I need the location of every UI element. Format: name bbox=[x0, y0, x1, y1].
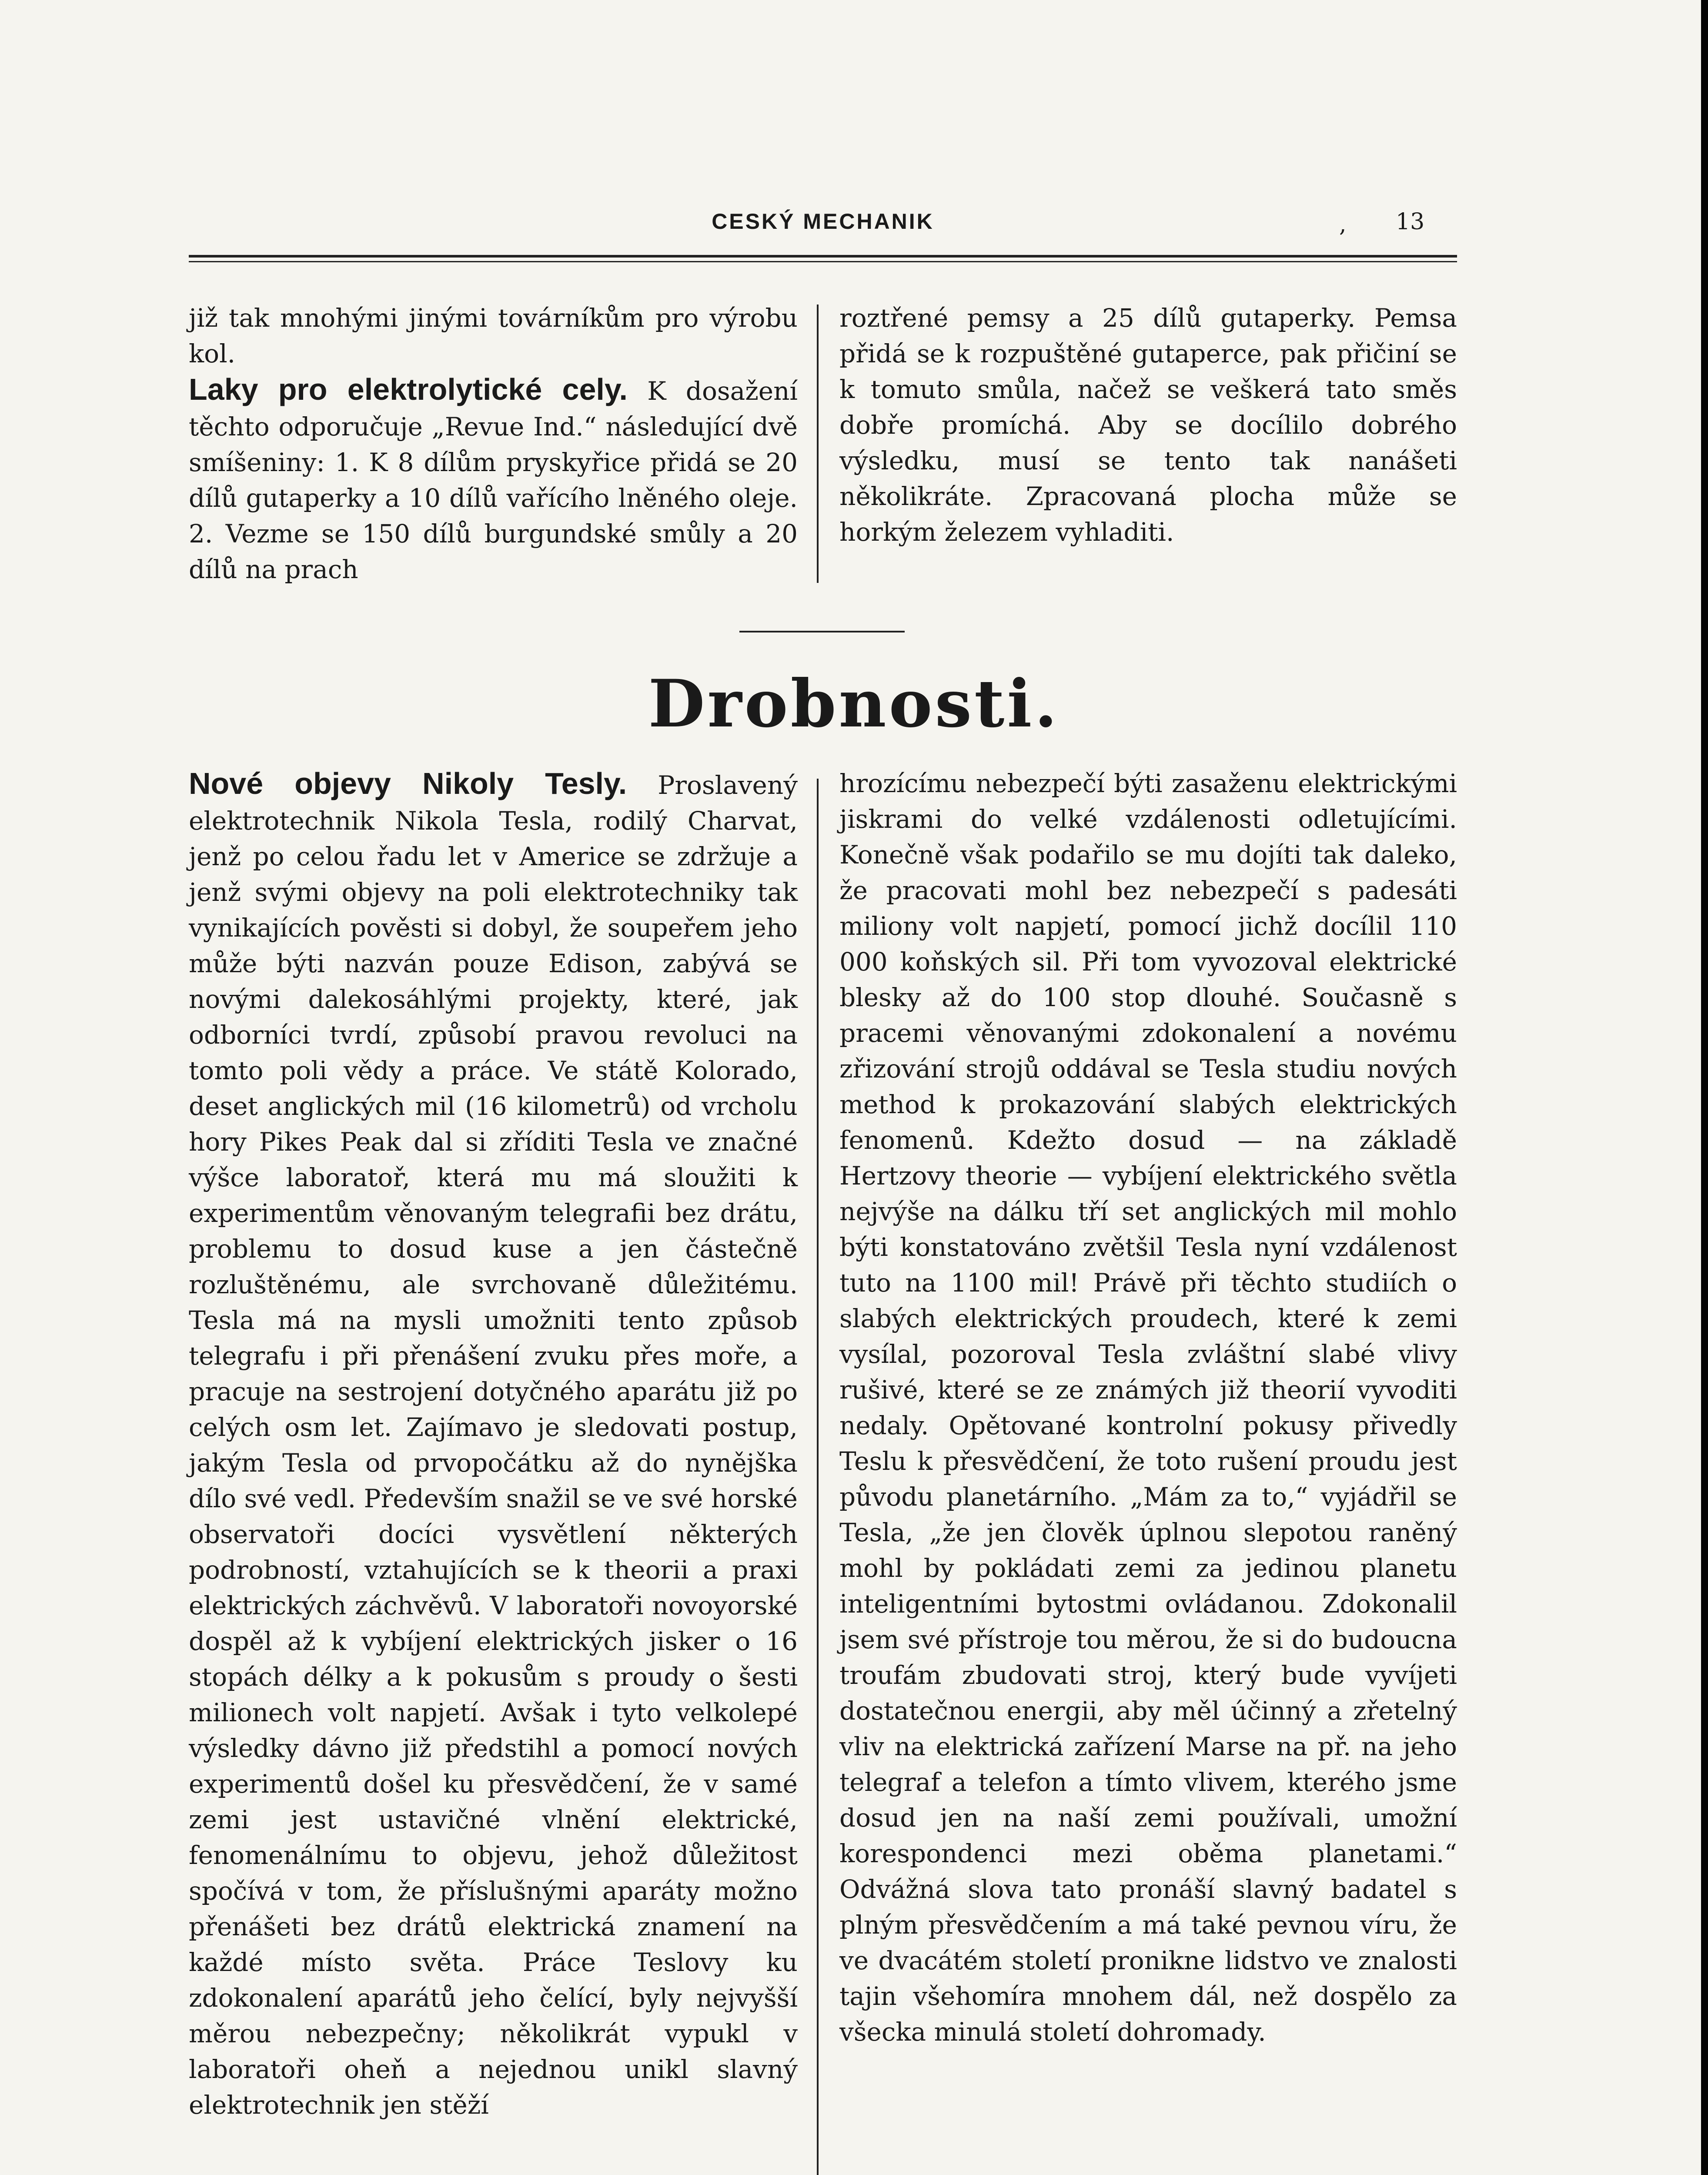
top-column-divider bbox=[817, 304, 819, 583]
tesla-text-left: Proslavený elektrotechnik Nikola Tesla, rodilý Charvat, jenž po celou řadu let v Americe se zdržuje a jenž svými objevy na poli elektrotechniky tak vynikajících pověsti si dobyl, že soupeřem jeho může býti nazván pouze Edison, zabývá se novými dalekosáhlými projekty, které, jak odborníci tvrdí, způsobí pravou revoluci na tomto poli vědy a práce. Ve státě Kolorado, deset anglických mil (16 kilometrů) od vrcholu hory Pikes Peak dal si zříditi Tesla ve značné výšce laboratoř, která mu má sloužiti k experimentům věnovaným telegrafii bez drátu, problemu to dosud kuse a jen částečně rozluštěnému, ale svrchovaně důležitému. Tesla má na mysli umožniti tento způsob telegrafu i při přenášení zvuku přes moře, a pracuje na sestrojení dotyčného aparátu již po celých osm let. Zajímavo je sledovati postup, jakým Tesla od prvopočátku až do nynějška dílo své vedl. Především snažil se ve své horské observatoři docíci vysvětlení některých podrobností, vztahujících se k theorii a praxi elektrických záchvěvů. V laboratoři novoyorské dospěl až k vybíjení elektrických jisker o 16 stopách délky a k pokusům s proudy o šesti milionech volt napjetí. Avšak i tyto velkolepé výsledky dávno již předstihl a pomocí nových experimentů došel ku přesvědčení, že v samé zemi jest ustavičné vlnění elektrické, fenomenálnímu to objevu, jehož důležitost spočívá v tom, že příslušnými aparáty možno přenášeti bez drátů elektrická znamení na každé místo světa. Práce Teslovy ku zdokonalení aparátů jeho čelící, byly nejvyšší měrou nebezpečny; několikrát vypukl v laboratoři oheň a nejednou unikl slavný elektrotechnik jen stěží bbox=[189, 770, 798, 2120]
top-article-left-column bbox=[189, 300, 798, 587]
lacquer-paragraph bbox=[189, 371, 798, 587]
header-rule-thin bbox=[189, 261, 1457, 262]
page-number: 13 bbox=[1396, 209, 1425, 235]
page-edge-shadow bbox=[1701, 0, 1708, 2175]
header-rule-thick bbox=[189, 255, 1457, 258]
tesla-column-divider bbox=[817, 779, 819, 2175]
journal-title: CESKÝ MECHANIK bbox=[712, 209, 934, 234]
section-title: Drobnosti. bbox=[648, 666, 1060, 742]
section-rule-top bbox=[739, 631, 905, 632]
tesla-text-right: hrozícímu nebezpečí býti zasaženu elektrickými jiskrami do velké vzdálenosti odletujícími. Konečně však podařilo se mu dojíti tak daleko, že pracovati mohl bez nebezpečí s padesáti miliony volt napjetí, pomocí jichž docílil 110 000 koňských sil. Při tom vyvozoval elektrické blesky až do 100 stop dlouhé. Současně s pracemi věnovanými zdokonalení a novému zřizování strojů oddával se Tesla studiu nových method k prokazování slabých elektrických fenomenů. Kdežto dosud — na základě Hertzovy theorie — vybíjení elektrického světla nejvýše na dálku tří set anglických mil mohlo býti konstatováno zvětšil Tesla nyní vzdálenost tuto na 1100 mil! Právě při těchto studiích o slabých elektrických proudech, které k zemi vysílal, pozoroval Tesla zvláštní slabé vlivy rušivé, které se ze známých již theorií vyvoditi nedaly. Opětované kontrolní pokusy přivedly Teslu k přesvědčení, že toto rušení proudu jest původu planetárního. „Mám za to,“ vyjádřil se Tesla, „že jen člověk úplnou slepotou raněný mohl by pokládati zemi za jedinou planetu inteligentními bytostmi ovládanou. Zdokonalil jsem své přístroje tou měrou, že si do budoucna troufám zbudovati stroj, který bude vyvíjeti dostatečnou energii, aby měl účinný a zřetelný vliv na elektrická zařízení Marse na př. na jeho telegraf a telefon a tímto vlivem, kterého jsme dosud jen na naší zemi používali, umožní korespondenci mezi oběma planetami.“ Odvážná slova tato pronáší slavný badatel s plným přesvědčením a má také pevnou víru, že ve dvacátém století pronikne lidstvo ve znalosti tajin všehomíra mnohem dál, než dospělo za všecka minulá století dohromady. bbox=[839, 769, 1457, 2047]
lacquer-text-right: roztřené pemsy a 25 dílů gutaperky. Pemsa přidá se k rozpuštěné gutaperce, pak přičiní se k tomuto smůla, načež se veškerá tato směs dobře promíchá. Aby se docílilo dobrého výsledku, musí se tento tak nanášeti několikráte. Zpracovaná plocha může se horkým železem vyhladiti. bbox=[839, 303, 1457, 547]
running-header bbox=[189, 209, 1457, 239]
tesla-article-right-column bbox=[839, 766, 1457, 2050]
top-article-right-column bbox=[839, 300, 1457, 550]
header-mark: , bbox=[1339, 211, 1347, 238]
tesla-article-left-column bbox=[189, 766, 798, 2123]
tesla-heading: Nové objevy Nikoly Tesly. bbox=[189, 766, 627, 800]
lacquer-text-left: K dosažení těchto odporučuje „Revue Ind.“ následující dvě smíšeniny: 1. K 8 dílům pryskyřice přidá se 20 dílů gutaperky a 10 dílů vařícího lněného oleje. 2. Vezme se 150 dílů burgundské smůly a 20 dílů na prach bbox=[189, 376, 798, 584]
continuation-paragraph: již tak mnohými jinými továrníkům pro výrobu kol. bbox=[189, 303, 798, 368]
tesla-paragraph bbox=[189, 766, 798, 2123]
lacquer-heading: Laky pro elektrolytické cely. bbox=[189, 372, 628, 406]
